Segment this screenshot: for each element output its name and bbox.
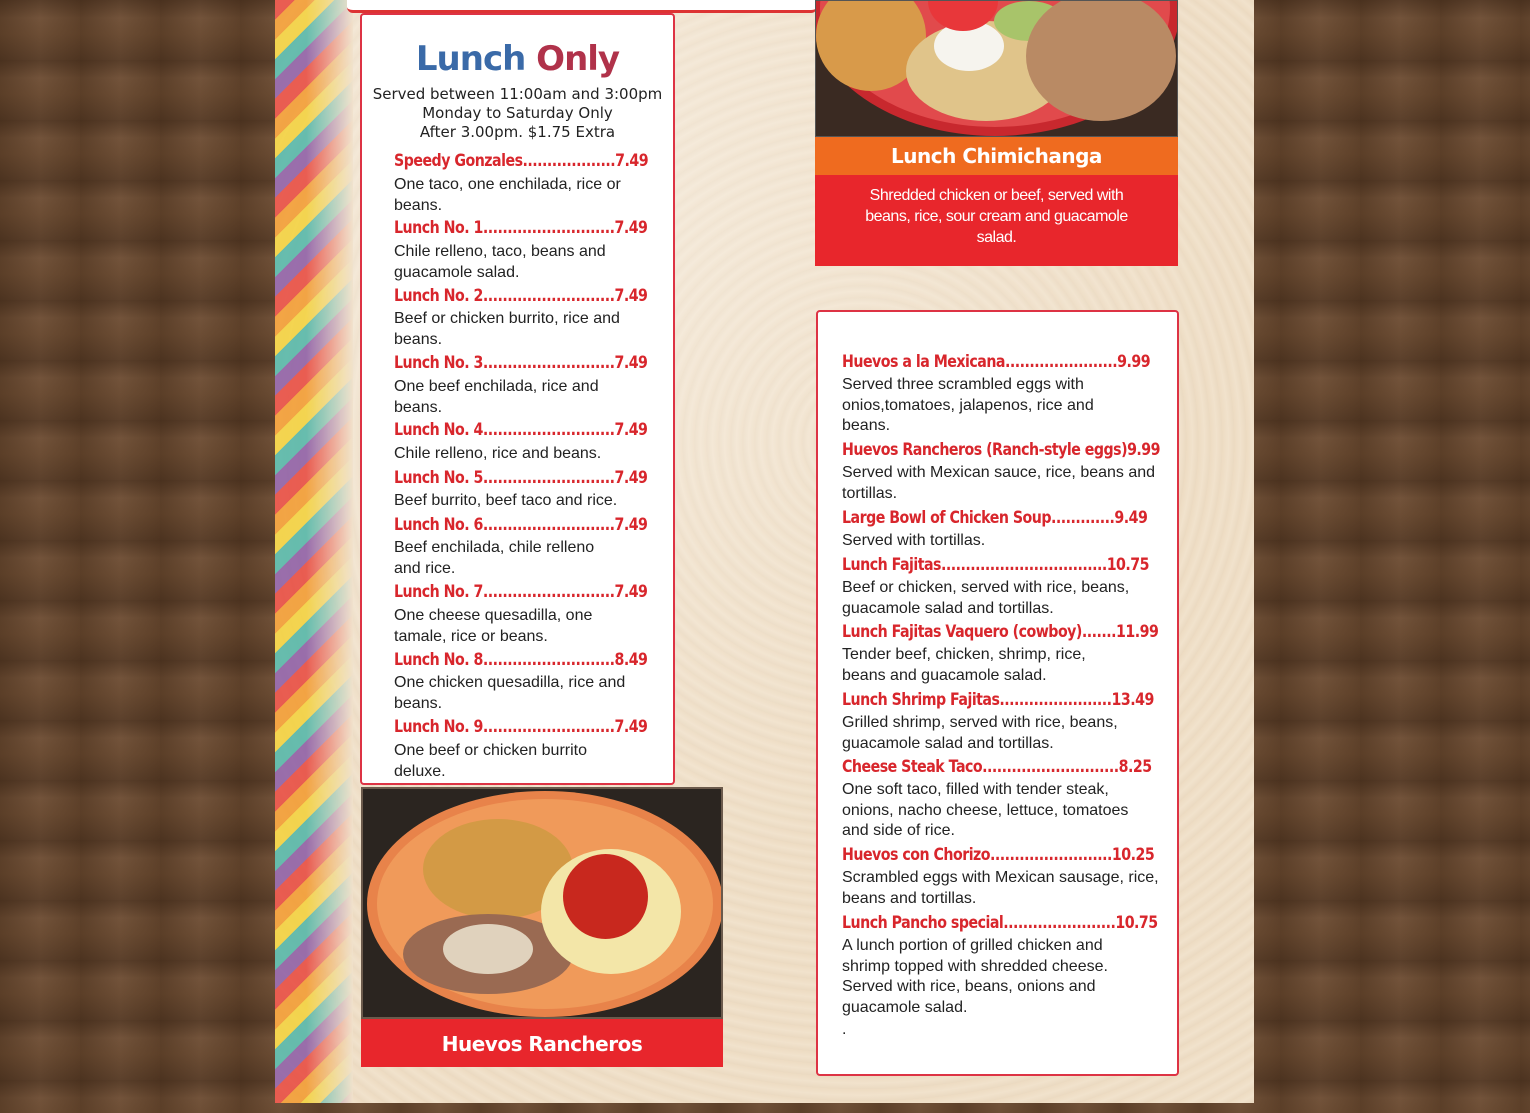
title-word-lunch: Lunch: [415, 39, 526, 79]
menu-item-name: Lunch No. 5...........................7.49: [394, 468, 648, 487]
menu-item-name: Lunch No. 9...........................7.49: [394, 717, 648, 736]
menu-item-desc: Tender beef, chicken, shrimp, rice, beans and guacamole salad.: [842, 646, 1086, 684]
menu-item-desc: One cheese quesadilla, one tamale, rice or beans.: [394, 607, 593, 645]
menu-item-desc: Chile relleno, rice and beans.: [394, 445, 602, 462]
menu-item-name: Lunch Shrimp Fajitas.......................13.49: [842, 690, 1154, 709]
menu-item-desc: One chicken quesadilla, rice and beans.: [394, 674, 626, 712]
menu-item-desc: One taco, one enchilada, rice or beans.: [394, 176, 621, 214]
title-word-only: Only: [536, 39, 620, 79]
zigzag-border-decoration: [275, 0, 353, 1103]
lunch-only-panel: [360, 13, 675, 785]
breakfast-lunch-specials-panel: [816, 310, 1179, 1076]
menu-item-desc: Chile relleno, taco, beans and guacamole salad.: [394, 243, 606, 281]
menu-item-desc: Beef burrito, beef taco and rice.: [394, 492, 618, 509]
menu-item-desc: One soft taco, filled with tender steak, onions, nacho cheese, lettuce, tomatoes and side of rice.: [842, 781, 1129, 839]
menu-item-name: Lunch No. 4...........................7.49: [394, 420, 648, 439]
lunch-chimichanga-photo: [815, 0, 1178, 137]
menu-item-desc: Beef or chicken burrito, rice and beans.: [394, 310, 620, 348]
menu-item-name: Speedy Gonzales...................7.49: [394, 151, 649, 170]
menu-item-name: Lunch No. 6...........................7.49: [394, 515, 648, 534]
lunch-chimichanga-desc-box: [815, 175, 1178, 266]
trailing-mark: .: [842, 1021, 847, 1038]
menu-item-name: Lunch No. 8...........................8.49: [394, 650, 648, 669]
menu-item-desc: Served with tortillas.: [842, 532, 986, 549]
menu-item-name: Lunch Fajitas..................................10.75: [842, 555, 1150, 574]
menu-item-name: Large Bowl of Chicken Soup.............9.49: [842, 508, 1148, 527]
hours-line: Served between 11:00am and 3:00pm: [372, 85, 663, 103]
menu-item-name: Huevos con Chorizo.........................10.25: [842, 845, 1155, 864]
menu-item-desc: Served with Mexican sauce, rice, beans and tortillas.: [842, 464, 1156, 502]
extra-charge-line: After 3.00pm. $1.75 Extra: [419, 123, 616, 141]
menu-item-name: Lunch No. 3...........................7.49: [394, 353, 648, 372]
menu-item-name: Lunch Pancho special.......................10.75: [842, 913, 1158, 932]
ranchero-sauce: [563, 854, 648, 939]
menu-item-desc: A lunch portion of grilled chicken and shrimp topped with shredded cheese. Served with rice, beans, onions and guacamole salad.: [842, 937, 1108, 1016]
menu-item-desc: Scrambled eggs with Mexican sausage, rice, beans and tortillas.: [842, 869, 1159, 907]
menu-item-desc: Beef or chicken, served with rice, beans, guacamole salad and tortillas.: [842, 579, 1130, 617]
menu-item-name: Cheese Steak Taco............................8.25: [842, 757, 1152, 776]
days-line: Monday to Saturday Only: [422, 104, 613, 122]
shredded-cheese: [443, 924, 533, 974]
refried-beans: [1026, 0, 1176, 121]
menu-item-desc: One beef or chicken burrito deluxe.: [394, 742, 587, 780]
menu-item-name: Huevos a la Mexicana.......................9.99: [842, 352, 1151, 371]
menu-item-name: Lunch Fajitas Vaquero (cowboy).......11.99: [842, 622, 1159, 641]
top-torn-edge-decoration: [347, 0, 817, 13]
menu-item-name: Lunch No. 1...........................7.49: [394, 218, 648, 237]
menu-item-name: Lunch No. 2...........................7.49: [394, 286, 648, 305]
menu-item-name: Lunch No. 7...........................7.49: [394, 582, 648, 601]
menu-item-name: Huevos Rancheros (Ranch-style eggs)9.99: [842, 440, 1161, 459]
huevos-rancheros-photo: [361, 787, 723, 1019]
lunch-chimichanga-label: Lunch Chimichanga: [815, 137, 1178, 175]
huevos-rancheros-label: Huevos Rancheros: [361, 1019, 723, 1067]
menu-item-desc: Beef enchilada, chile relleno and rice.: [394, 539, 595, 577]
menu-item-desc: Grilled shrimp, served with rice, beans, guacamole salad and tortillas.: [842, 714, 1118, 752]
menu-page: [275, 0, 1254, 1103]
lunch-chimichanga-desc: Shredded chicken or beef, served with beans, rice, sour cream and guacamole salad.: [865, 187, 1128, 246]
lunch-only-title: [362, 39, 673, 79]
menu-item-desc: Served three scrambled eggs with onios,tomatoes, jalapenos, rice and beans.: [842, 376, 1094, 434]
menu-item-desc: One beef enchilada, rice and beans.: [394, 378, 599, 416]
